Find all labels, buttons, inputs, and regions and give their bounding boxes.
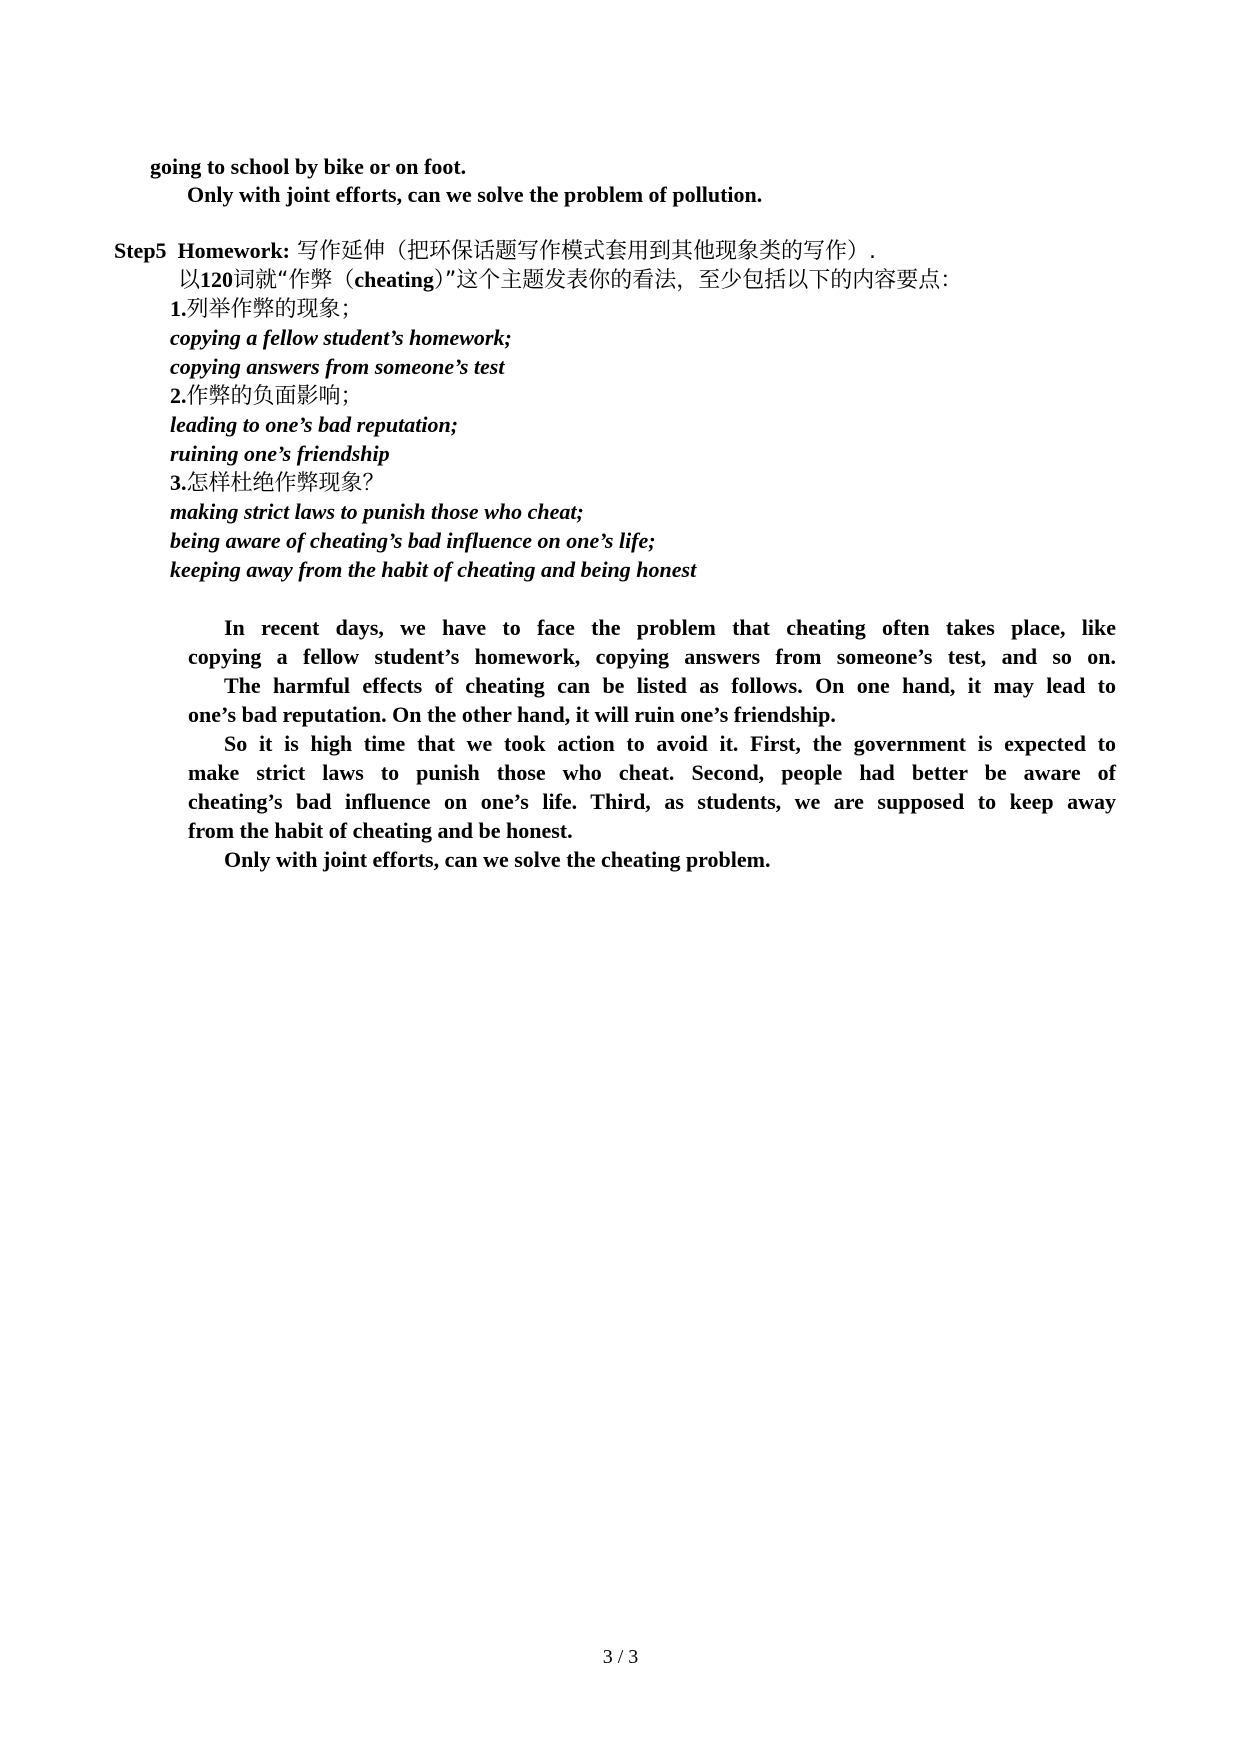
essay-line: one’s bad reputation. On the other hand, it will ruin one’s friendship. — [188, 702, 836, 727]
prompt-mid1: 词就“作弊（ — [233, 268, 355, 293]
point-title-text: 怎样杜绝作弊现象？ — [186, 471, 385, 496]
point-number: 2. — [170, 383, 187, 408]
prompt-word: cheating — [354, 267, 434, 292]
point-example: making strict laws to punish those who cheat; — [170, 499, 584, 524]
step-heading — [114, 236, 876, 266]
point-title-text: 作弊的负面影响； — [186, 384, 363, 409]
homework-description: 写作延伸（把环保话题写作模式套用到其他现象类的写作）. — [289, 239, 876, 264]
point-title — [170, 294, 363, 324]
homework-prompt — [178, 265, 962, 295]
essay-line: copying a fellow student’s homework, copying answers from someone’s test, and so on. — [188, 644, 1116, 669]
prompt-number: 120 — [200, 267, 234, 292]
essay-line: cheating’s bad influence on one’s life. Third, as students, we are supposed to keep away — [188, 789, 1116, 814]
essay-line: The harmful effects of cheating can be listed as follows. On one hand, it may lead to — [224, 673, 1116, 698]
point-example: keeping away from the habit of cheating and being honest — [170, 557, 697, 582]
text-line: going to school by bike or on foot. — [150, 154, 467, 179]
essay-line: In recent days, we have to face the problem that cheating often takes place, like — [224, 615, 1116, 640]
prompt-prefix: 以 — [178, 268, 201, 293]
prompt-mid2: ）”这个主题发表你的看法，至少包括以下的内容要点： — [433, 268, 963, 293]
text-line: Only with joint efforts, can we solve the problem of pollution. — [187, 182, 763, 207]
point-title-text: 列举作弊的现象； — [186, 297, 363, 322]
step-label: Step5 — [114, 238, 167, 263]
essay-line: from the habit of cheating and be honest. — [188, 818, 573, 843]
homework-label: Homework: — [177, 238, 290, 263]
point-number: 3. — [170, 470, 187, 495]
point-example: copying a fellow student’s homework; — [170, 325, 512, 350]
point-title — [170, 381, 363, 411]
point-number: 1. — [170, 296, 187, 321]
point-example: copying answers from someone’s test — [170, 354, 505, 379]
point-example: leading to one’s bad reputation; — [170, 412, 459, 437]
essay-line: make strict laws to punish those who cheat. Second, people had better be aware of — [188, 760, 1116, 785]
page-number: 3 / 3 — [602, 1646, 639, 1668]
point-title — [170, 468, 385, 498]
point-example: being aware of cheating’s bad influence on one’s life; — [170, 528, 656, 553]
point-example: ruining one’s friendship — [170, 441, 390, 466]
essay-line: Only with joint efforts, can we solve the cheating problem. — [224, 847, 771, 872]
essay-line: So it is high time that we took action to avoid it. First, the government is expected to — [224, 731, 1116, 756]
